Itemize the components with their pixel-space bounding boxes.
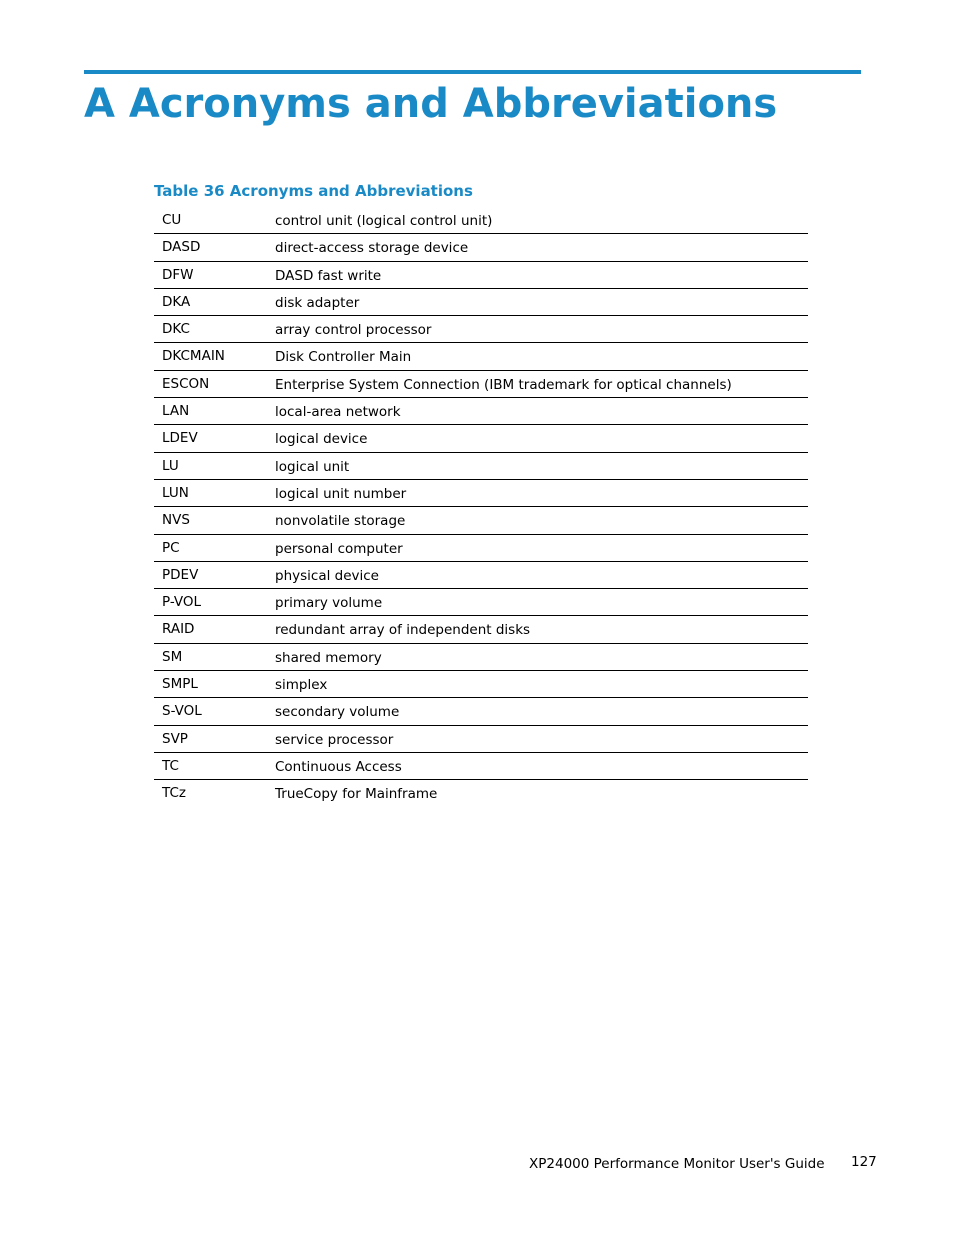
table-row <box>154 535 808 562</box>
table-row <box>154 425 808 452</box>
definition-cell: personal computer <box>275 540 403 557</box>
definition-cell: DASD fast write <box>275 267 382 284</box>
acronym-cell: SVP <box>162 730 188 747</box>
acronym-cell: NVS <box>162 512 190 529</box>
table-row <box>154 371 808 398</box>
table-row <box>154 289 808 316</box>
acronym-cell: DKCMAIN <box>162 348 225 365</box>
acronym-cell: PDEV <box>162 566 199 583</box>
table-row <box>154 207 808 234</box>
acronym-cell: S-VOL <box>162 703 202 720</box>
definition-cell: control unit (logical control unit) <box>275 213 493 229</box>
table-row <box>154 616 808 643</box>
acronym-cell: DKC <box>162 321 190 338</box>
table-row <box>154 562 808 589</box>
definition-cell: Continuous Access <box>275 758 402 775</box>
acronyms-table <box>154 207 808 807</box>
acronym-cell: ESCON <box>162 375 210 392</box>
table-row <box>154 753 808 780</box>
page-number: 127 <box>851 1154 877 1170</box>
acronym-cell: LAN <box>162 403 190 420</box>
table-row <box>154 507 808 534</box>
definition-cell: Disk Controller Main <box>275 349 412 366</box>
definition-cell: service processor <box>275 731 394 748</box>
definition-cell: physical device <box>275 567 379 584</box>
definition-cell: logical unit number <box>275 485 407 502</box>
acronym-cell: RAID <box>162 621 195 638</box>
definition-cell: logical unit <box>275 458 350 475</box>
table-row <box>154 480 808 507</box>
acronym-cell: LDEV <box>162 430 198 447</box>
acronym-cell: PC <box>162 539 180 556</box>
table-row <box>154 671 808 698</box>
table-row <box>154 780 808 806</box>
definition-cell: primary volume <box>275 595 383 612</box>
definition-cell: disk adapter <box>275 294 360 311</box>
definition-cell: Enterprise System Connection (IBM trademark for optical channels) <box>275 376 732 393</box>
definition-cell: redundant array of independent disks <box>275 622 531 639</box>
table-row <box>154 698 808 725</box>
table-row <box>154 234 808 261</box>
definition-cell: secondary volume <box>275 704 400 721</box>
table-row <box>154 262 808 289</box>
definition-cell: array control processor <box>275 322 432 339</box>
acronym-cell: CU <box>162 212 182 228</box>
acronym-cell: DKA <box>162 293 191 310</box>
table-row <box>154 453 808 480</box>
table-row <box>154 644 808 671</box>
definition-cell: shared memory <box>275 649 382 666</box>
acronym-cell: TC <box>162 757 179 774</box>
acronym-cell: DASD <box>162 239 201 256</box>
table-caption: Table 36 Acronyms and Abbreviations <box>154 182 473 200</box>
definition-cell: TrueCopy for Mainframe <box>275 786 438 803</box>
chapter-title: A Acronyms and Abbreviations <box>84 81 778 127</box>
acronym-cell: P-VOL <box>162 594 202 611</box>
acronym-cell: SM <box>162 648 183 665</box>
acronym-cell: SMPL <box>162 676 198 693</box>
acronym-cell: LUN <box>162 484 189 501</box>
definition-cell: simplex <box>275 677 328 694</box>
acronym-cell: LU <box>162 457 179 474</box>
definition-cell: direct-access storage device <box>275 240 469 257</box>
definition-cell: local-area network <box>275 404 401 421</box>
table-row <box>154 726 808 753</box>
table-row <box>154 398 808 425</box>
acronym-cell: TCz <box>162 785 186 802</box>
footer-document-title: XP24000 Performance Monitor User's Guide <box>529 1156 825 1172</box>
table-row <box>154 343 808 370</box>
acronym-cell: DFW <box>162 266 194 283</box>
definition-cell: nonvolatile storage <box>275 513 406 530</box>
table-row <box>154 589 808 616</box>
table-row <box>154 316 808 343</box>
definition-cell: logical device <box>275 431 368 448</box>
